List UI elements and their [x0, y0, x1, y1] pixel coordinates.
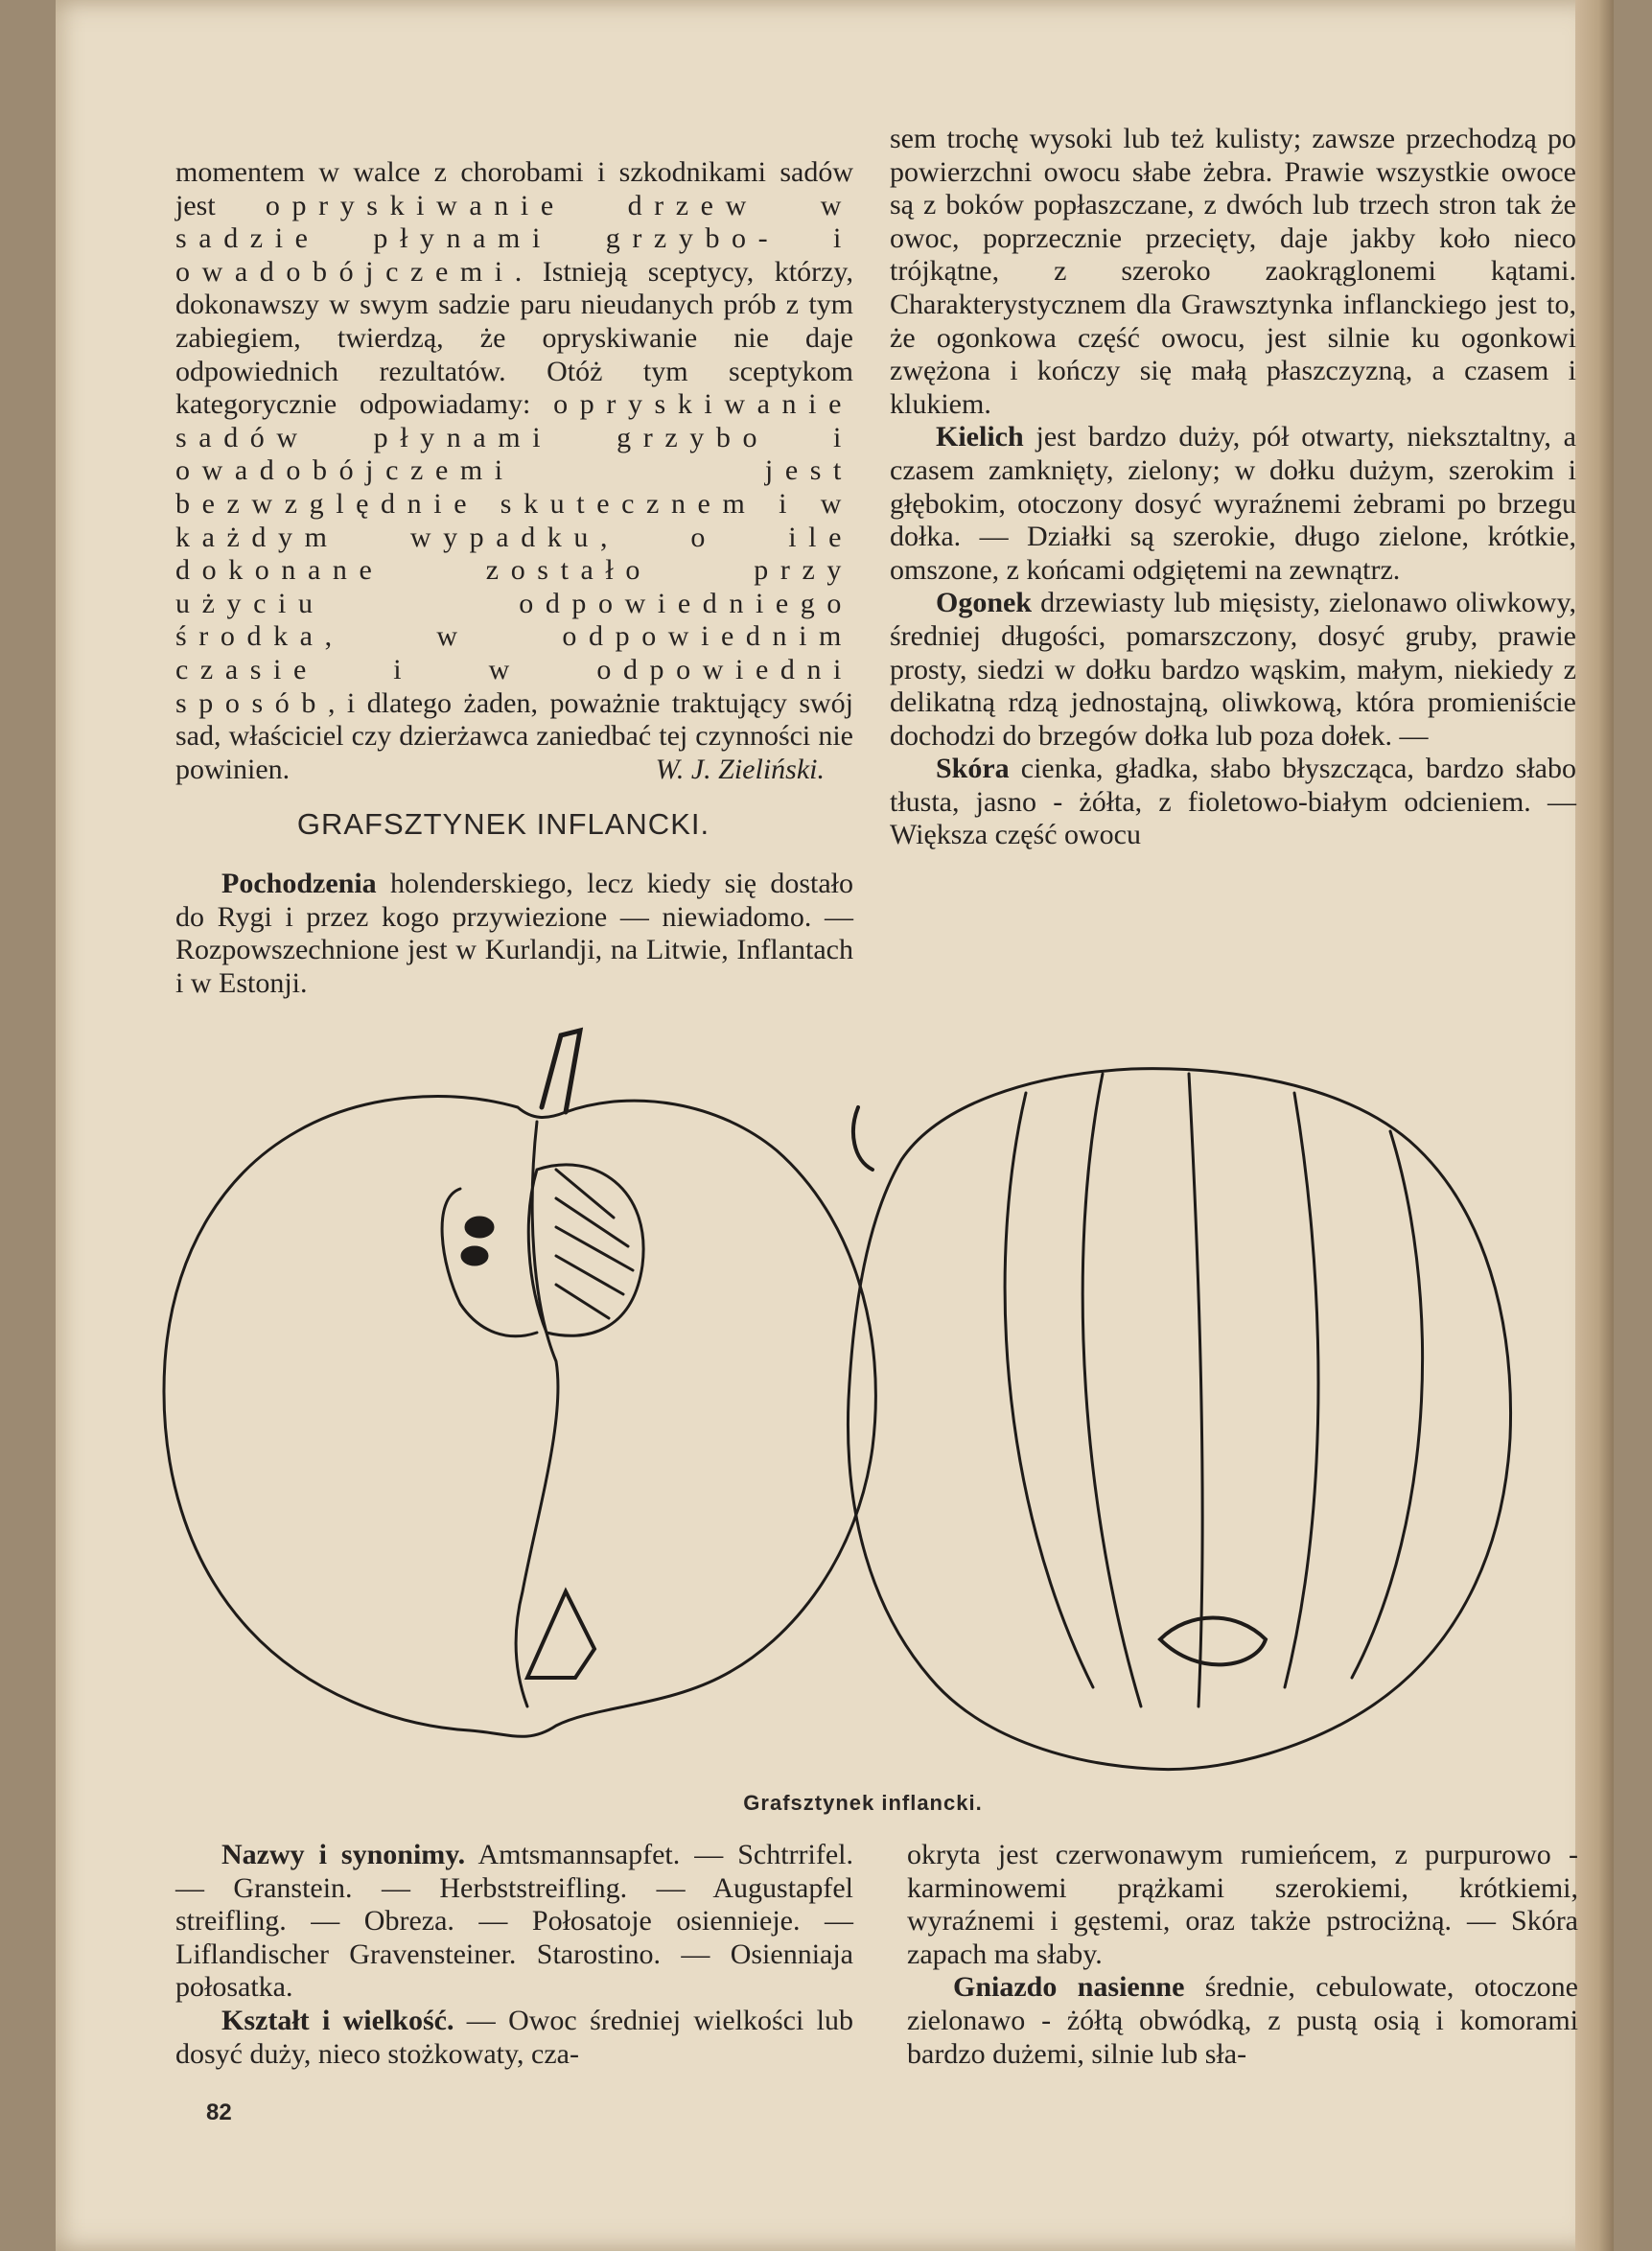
color-paragraph: okryta jest czerwonawym rumieńcem, z purpurowo - karminowemi prążkami szerokiemi, krótkiemi, wyraźnemi i gęstemi, oraz także pstrociżną. — Skóra zapach ma słaby.	[907, 1839, 1578, 1970]
page-number: 82	[206, 2100, 232, 2125]
origin-paragraph: Pochodzenia holenderskiego, lecz kiedy się dostało do Rygi i przez kogo przywiezione — niewiadomo. — Rozpowszechnione jest w Kurlandji, na Litwie, Inflantach i w Estonji.	[175, 868, 853, 999]
shape-continued-paragraph: sem trochę wysoki lub też kulisty; zawsze przechodzą po powierzchni owocu słabe żebra. Prawie wszystkie owoce są z boków popłaszczane, z dwóch lub trzech stron tak że owoc, poprzecznie przecięty, daje jakby koło nieco trójkątne, z szeroko zaokrąglonemi kątami. Charakterystycznem dla Grawsztynka inflanckiego jest to, że ogonkowa część owocu, jest silnie ku ogonkowi zwężona i kończy się małą płaszczyzną, a czasem i klukiem.	[890, 123, 1576, 420]
apple-section-outline	[164, 1097, 875, 1737]
stem-paragraph: Ogonek drzewiasty lub mięsisty, zielonawo oliwkowy, średniej długości, pomarszczony, dosyć gruby, prawie prosty, siedzi w dołku bardzo wąskim, małym, niekiedy z delikatną rdzą jednostajną, oliwkową, która promieniście dochodzi do brzegów dołka lub poza dołek. —	[890, 587, 1576, 752]
stem-right	[853, 1107, 873, 1170]
core-outline	[442, 1189, 537, 1336]
stem-lead: Ogonek	[936, 587, 1033, 619]
shape-paragraph: Kształt i wielkość. — Owoc średniej wielkości lub dosyć duży, nieco stożkowaty, cza-	[175, 2004, 853, 2070]
left-column-top	[175, 156, 853, 786]
names-lead: Nazwy i synonimy.	[221, 1839, 466, 1870]
spaced-emphasis: opryskiwanie sadów płynami grzybo i owadobójczemi jest bezwzględnie skutecznem i w każdym wypadku, o ile dokonane zostało przy użyciu odpowiedniego środka, w odpowiednim czasie i w odpowiedni sposób	[175, 388, 853, 719]
seed-paragraph: Gniazdo nasienne średnie, cebulowate, otoczone zielonawo - żółtą obwódką, z pustą osią i komorami bardzo dużemi, silnie lub sła-	[907, 1971, 1578, 2070]
calyx-paragraph: Kielich jest bardzo duży, pół otwarty, nieksztaltny, a czasem zamknięty, zielony; w dołku dużym, szerokim i głębokim, otoczony dosyć wyraźnemi żebrami po brzegu dołka. — Działki są szerokie, długo zielone, krótkie, omszone, z końcami odgiętemi na zewnątrz.	[890, 421, 1576, 586]
apple-illustration	[144, 1016, 1611, 1774]
calyx-lead: Kielich	[936, 421, 1024, 453]
skin-lead: Skóra	[936, 753, 1010, 785]
skin-paragraph: Skóra cienka, gładka, słabo błyszcząca, bardzo słabo tłusta, jasno - żółta, z fioletowo-białym odcieniem. — Większa część owocu	[890, 753, 1576, 851]
left-column-bottom	[175, 1839, 853, 2071]
spaced-emphasis: opryskiwanie drzew w sadzie płynami grzybo- i owadobójczemi	[175, 189, 853, 288]
right-column-top	[890, 123, 1576, 852]
names-paragraph: Nazwy i synonimy. Amtsmannsapfet. — Schtrrifel. — Granstein. — Herbststreifling. — Augustapfel streifling. — Obreza. — Połosatoje osiennieje. — Liflandischer Gravensteiner. Starostino. — Osienniaja połosatka.	[175, 1839, 853, 2004]
shape-lead: Kształt i wielkość.	[221, 2004, 454, 2036]
author-signature: W. J. Zieliński.	[655, 753, 825, 785]
figure-caption: Grafsztynek inflancki.	[743, 1791, 983, 1815]
stem-left	[542, 1031, 580, 1112]
origin-lead: Pochodzenia	[221, 868, 377, 899]
article-heading: GRAFSZTYNEK INFLANCKI.	[296, 807, 710, 841]
seed-lead: Gniazdo nasienne	[953, 1971, 1185, 2004]
core-chamber	[528, 1165, 643, 1335]
right-column-bottom	[907, 1839, 1578, 2071]
apple-whole-outline	[848, 1069, 1510, 1770]
closing-paragraph: momentem w walce z chorobami i szkodnikami sadów jest opryskiwanie drzew w sadzie płynami grzybo- i owadobójczemi. Istnieją sceptycy, którzy, dokonawszy w swym sadzie paru nieudanych prób z tym zabiegiem, twierdzą, że opryskiwanie nie daje odpowiednich rezultatów. Otóż tym sceptykom kategorycznie odpowiadamy: opryskiwanie sadów płynami grzybo i owadobójczemi jest bezwzględnie skutecznem i w każdym wypadku, o ile dokonane zostało przy użyciu odpowiedniego środka, w odpowiednim czasie i w odpowiedni sposób, i dlatego żaden, poważnie traktujący swój sad, właściciel czy dzierżawca zaniedbać tej czynności nie powinien. W. J. Zieliński.	[175, 156, 853, 785]
left-column-origin	[175, 868, 853, 1000]
